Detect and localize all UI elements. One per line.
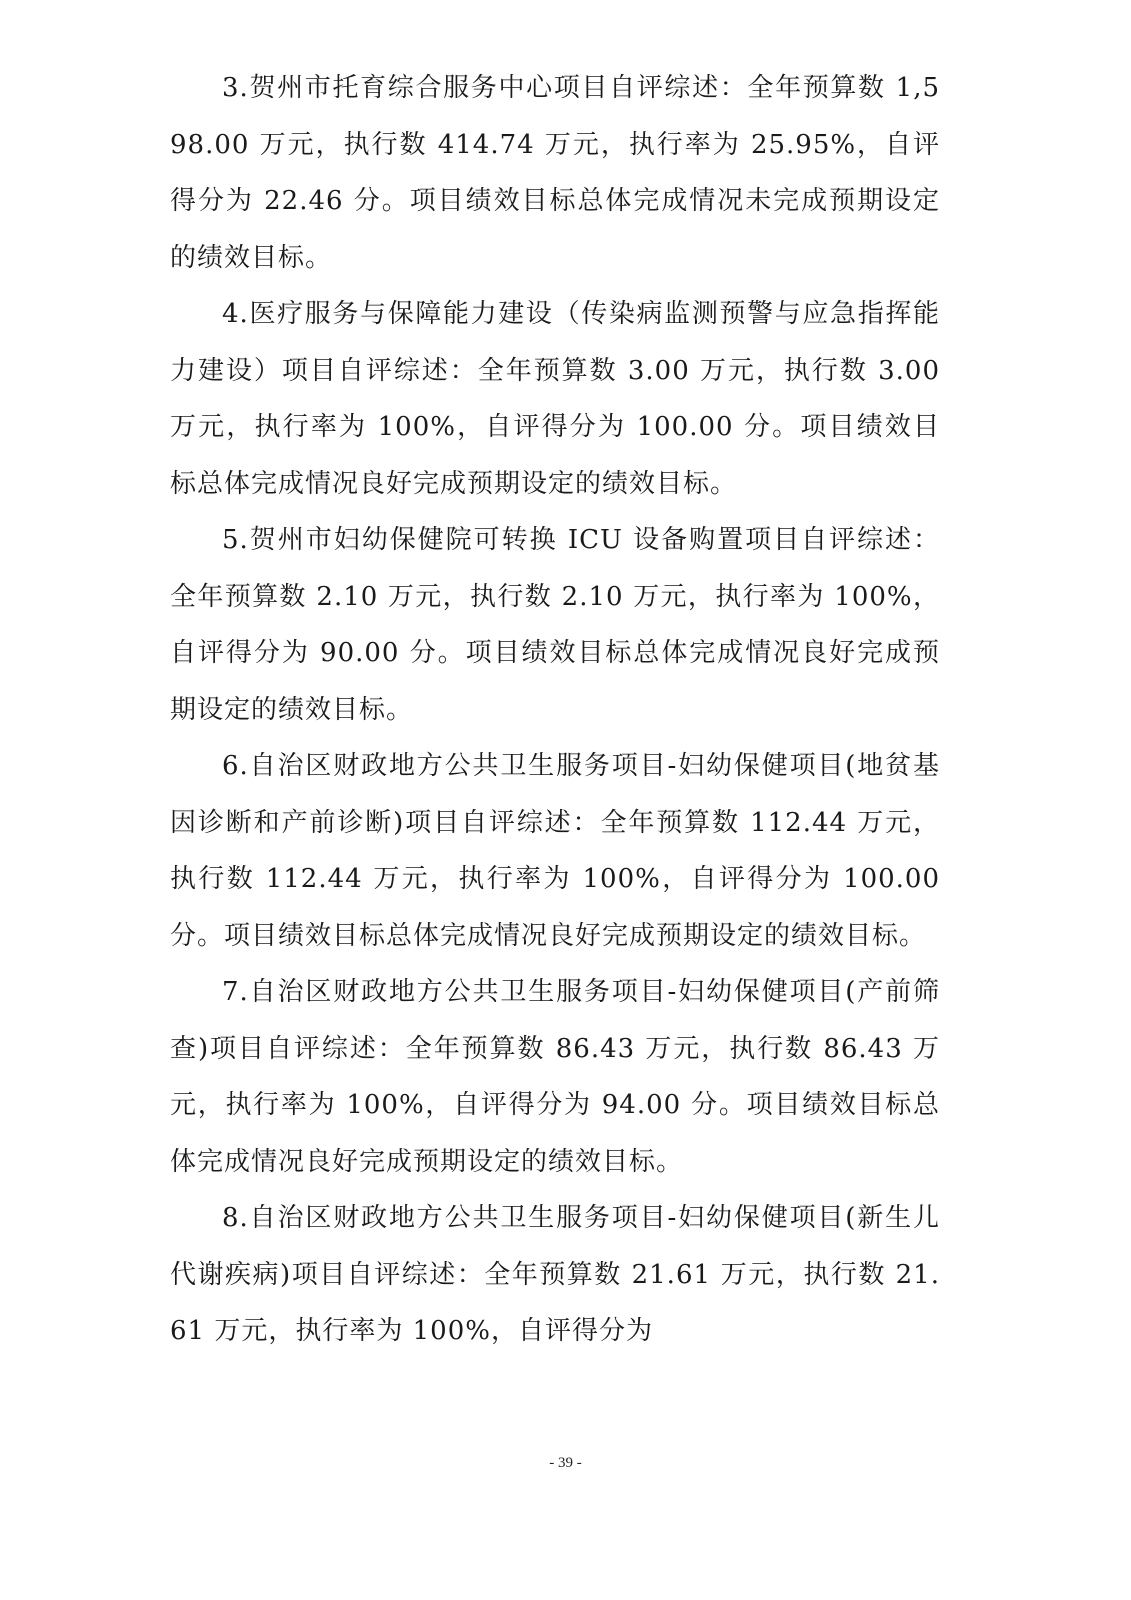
paragraph-item-5: 5.贺州市妇幼保健院可转换 ICU 设备购置项目自评综述：全年预算数 2.10 万元，执行数 2.10 万元，执行率为 100%，自评得分为 90.00 分。项目绩效目标总体完成情况良好完成预期设定的绩效目标。 <box>170 525 940 725</box>
paragraph-item-7: 7.自治区财政地方公共卫生服务项目-妇幼保健项目(产前筛查)项目自评综述：全年预算数 86.43 万元，执行数 86.43 万元，执行率为 100%，自评得分为 94.00 分。项目绩效目标总体完成情况良好完成预期设定的绩效目标。 <box>170 977 940 1177</box>
document-body <box>170 60 940 1360</box>
paragraph-item-3: 3.贺州市托育综合服务中心项目自评综述：全年预算数 1,598.00 万元，执行数 414.74 万元，执行率为 25.95%，自评得分为 22.46 分。项目绩效目标总体完成情况未完成预期设定的绩效目标。 <box>170 73 940 273</box>
paragraph-item-6: 6.自治区财政地方公共卫生服务项目-妇幼保健项目(地贫基因诊断和产前诊断)项目自评综述：全年预算数 112.44 万元，执行数 112.44 万元，执行率为 100%，自评得分为 100.00 分。项目绩效目标总体完成情况良好完成预期设定的绩效目标。 <box>170 751 940 951</box>
paragraph-item-4: 4.医疗服务与保障能力建设（传染病监测预警与应急指挥能力建设）项目自评综述：全年预算数 3.00 万元，执行数 3.00 万元，执行率为 100%，自评得分为 100.00 分。项目绩效目标总体完成情况良好完成预期设定的绩效目标。 <box>170 299 940 499</box>
page-number: - 39 - <box>549 1455 582 1471</box>
paragraph-item-8: 8.自治区财政地方公共卫生服务项目-妇幼保健项目(新生儿代谢疾病)项目自评综述：全年预算数 21.61 万元，执行数 21.61 万元，执行率为 100%，自评得分为 <box>170 1203 940 1346</box>
